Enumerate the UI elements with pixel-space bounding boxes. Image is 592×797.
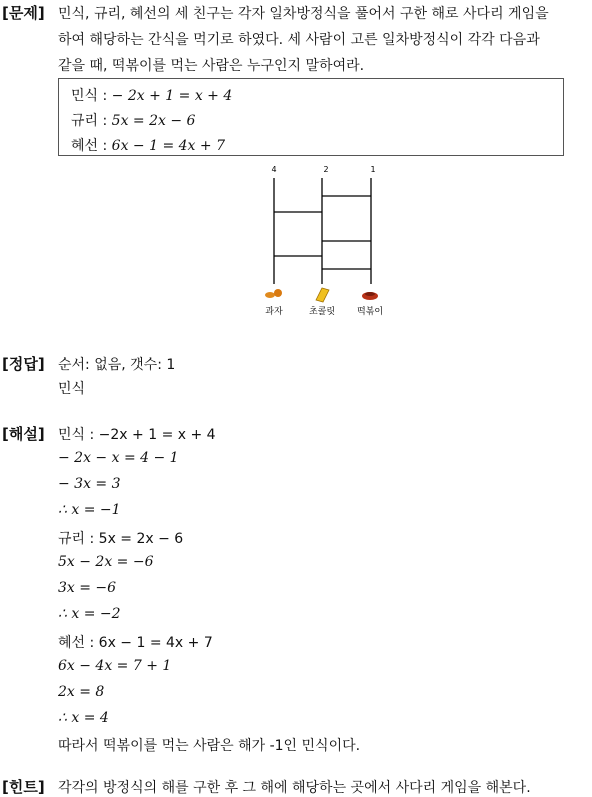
solution-tag: [해설]	[2, 425, 45, 443]
equation: 6x − 1 = 4x + 7	[111, 138, 225, 154]
problem-text-line-3: 같을 때, 떡볶이를 먹는 사람은 누구인지 말하여라.	[58, 58, 365, 74]
solution-line: 5x − 2x = −6	[58, 554, 154, 570]
solution-line: 민식 : −2x + 1 = x + 4	[58, 427, 216, 443]
person-name: 규리 :	[71, 113, 108, 129]
ladder-bottom-label: 과자	[265, 307, 283, 317]
person-name: 민식 :	[71, 88, 108, 104]
ladder-bottom-label: 떡볶이	[356, 307, 384, 317]
solution-line: ∴ x = 4	[58, 710, 109, 726]
solution-line: − 3x = 3	[58, 476, 121, 492]
answer-line-2: 민식	[58, 381, 86, 397]
solution-line: ∴ x = −1	[58, 502, 121, 518]
problem-text-line-2: 하여 해당하는 간식을 먹기로 하였다. 세 사람이 고른 일차방정식이 각각 다음과	[58, 32, 540, 48]
equation: 5x = 2x − 6	[111, 113, 196, 129]
solution-conclusion: 따라서 떡볶이를 먹는 사람은 해가 -1인 민식이다.	[58, 738, 361, 754]
ladder-diagram	[0, 0, 592, 330]
solution-line: − 2x − x = 4 − 1	[58, 450, 179, 466]
solution-line: 3x = −6	[58, 580, 117, 596]
hint-tag: [힌트]	[2, 778, 45, 796]
equation: − 2x + 1 = x + 4	[111, 88, 233, 104]
solution-line: 규리 : 5x = 2x − 6	[58, 531, 184, 547]
ladder-top-label: 2	[323, 165, 329, 174]
solution-line: 2x = 8	[58, 684, 105, 700]
ladder-top-label: 1	[370, 165, 376, 174]
solution-line: ∴ x = −2	[58, 606, 121, 622]
ladder-top-label: 4	[271, 165, 277, 174]
problem-tag: [문제]	[2, 4, 45, 22]
answer-tag: [정답]	[2, 355, 45, 373]
snack-chocolate-icon	[316, 288, 329, 302]
ladder-bottom-label: 초콜릿	[308, 307, 336, 317]
snack-tteokbokki-icon	[362, 292, 378, 300]
solution-line: 혜선 : 6x − 1 = 4x + 7	[58, 635, 213, 651]
problem-text-line-1: 민식, 규리, 혜선의 세 친구는 각자 일차방정식을 풀어서 구한 해로 사다리 게임을	[58, 6, 549, 22]
hint-text: 각각의 방정식의 해를 구한 후 그 해에 해당하는 곳에서 사다리 게임을 해본다.	[58, 780, 531, 796]
person-name: 혜선 :	[71, 138, 108, 154]
solution-line: 6x − 4x = 7 + 1	[58, 658, 172, 674]
snack-cookie-icon	[265, 289, 282, 298]
answer-line-1: 순서: 없음, 갯수: 1	[58, 357, 176, 373]
